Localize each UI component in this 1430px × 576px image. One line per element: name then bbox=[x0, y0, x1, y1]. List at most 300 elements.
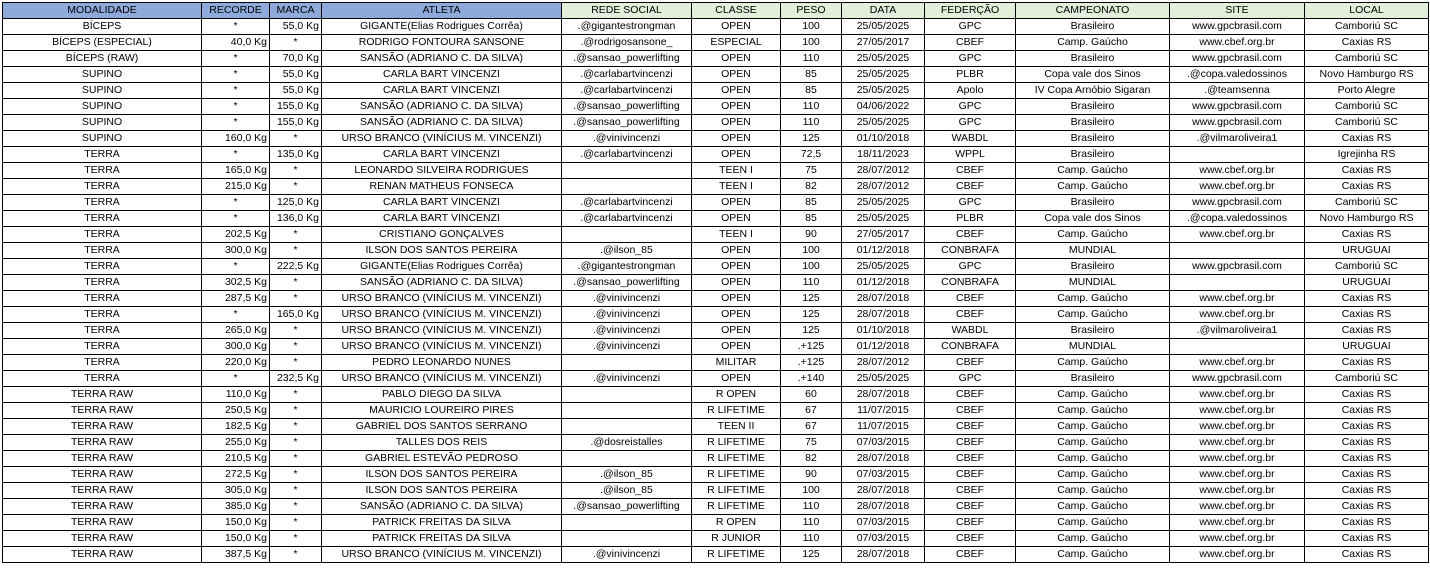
cell-classe[interactable]: OPEN bbox=[692, 19, 781, 35]
cell-recorde[interactable]: 255,0 Kg bbox=[202, 435, 270, 451]
cell-local[interactable]: Camboriú SC bbox=[1305, 99, 1429, 115]
cell-modalidade[interactable]: TERRA bbox=[3, 259, 202, 275]
cell-modalidade[interactable]: SUPINO bbox=[3, 99, 202, 115]
cell-campeonato[interactable]: Camp. Gaúcho bbox=[1016, 403, 1170, 419]
col-header-federacao[interactable]: FEDERÇÃO bbox=[925, 3, 1016, 19]
cell-site[interactable]: www.cbef.org.br bbox=[1170, 307, 1305, 323]
cell-federacao[interactable]: CBEF bbox=[925, 467, 1016, 483]
cell-recorde[interactable]: * bbox=[202, 259, 270, 275]
cell-peso[interactable]: 110 bbox=[781, 275, 842, 291]
cell-site[interactable] bbox=[1170, 243, 1305, 259]
cell-federacao[interactable]: PLBR bbox=[925, 67, 1016, 83]
cell-federacao[interactable]: CONBRAFA bbox=[925, 339, 1016, 355]
cell-federacao[interactable]: GPC bbox=[925, 371, 1016, 387]
cell-modalidade[interactable]: TERRA bbox=[3, 147, 202, 163]
cell-atleta[interactable]: PATRICK FREITAS DA SILVA bbox=[322, 515, 562, 531]
cell-marca[interactable]: 155,0 Kg bbox=[270, 99, 322, 115]
cell-rede-social[interactable] bbox=[562, 419, 692, 435]
cell-federacao[interactable]: GPC bbox=[925, 115, 1016, 131]
cell-federacao[interactable]: GPC bbox=[925, 195, 1016, 211]
cell-local[interactable]: Caxias RS bbox=[1305, 403, 1429, 419]
cell-local[interactable]: Caxias RS bbox=[1305, 35, 1429, 51]
cell-modalidade[interactable]: TERRA bbox=[3, 371, 202, 387]
cell-atleta[interactable]: ILSON DOS SANTOS PEREIRA bbox=[322, 243, 562, 259]
col-header-marca[interactable]: MARCA bbox=[270, 3, 322, 19]
cell-federacao[interactable]: CBEF bbox=[925, 531, 1016, 547]
cell-recorde[interactable]: 300,0 Kg bbox=[202, 243, 270, 259]
cell-marca[interactable]: * bbox=[270, 467, 322, 483]
cell-peso[interactable]: 67 bbox=[781, 403, 842, 419]
cell-classe[interactable]: R LIFETIME bbox=[692, 435, 781, 451]
cell-peso[interactable]: 85 bbox=[781, 67, 842, 83]
cell-peso[interactable]: 110 bbox=[781, 531, 842, 547]
cell-modalidade[interactable]: TERRA bbox=[3, 307, 202, 323]
cell-data[interactable]: 25/05/2025 bbox=[842, 67, 925, 83]
cell-classe[interactable]: OPEN bbox=[692, 339, 781, 355]
cell-atleta[interactable]: ILSON DOS SANTOS PEREIRA bbox=[322, 467, 562, 483]
cell-site[interactable]: .@vilmaroliveira1 bbox=[1170, 323, 1305, 339]
cell-peso[interactable]: .+140 bbox=[781, 371, 842, 387]
cell-atleta[interactable]: PABLO DIEGO DA SILVA bbox=[322, 387, 562, 403]
cell-modalidade[interactable]: TERRA bbox=[3, 243, 202, 259]
cell-campeonato[interactable]: Camp. Gaúcho bbox=[1016, 227, 1170, 243]
cell-modalidade[interactable]: TERRA RAW bbox=[3, 467, 202, 483]
cell-local[interactable]: Caxias RS bbox=[1305, 483, 1429, 499]
cell-classe[interactable]: OPEN bbox=[692, 275, 781, 291]
cell-campeonato[interactable]: Camp. Gaúcho bbox=[1016, 435, 1170, 451]
cell-local[interactable]: Caxias RS bbox=[1305, 467, 1429, 483]
cell-peso[interactable]: 125 bbox=[781, 131, 842, 147]
cell-data[interactable]: 01/10/2018 bbox=[842, 323, 925, 339]
cell-atleta[interactable]: URSO BRANCO (VINÍCIUS M. VINCENZI) bbox=[322, 291, 562, 307]
cell-campeonato[interactable]: Camp. Gaúcho bbox=[1016, 547, 1170, 563]
cell-federacao[interactable]: CBEF bbox=[925, 227, 1016, 243]
cell-marca[interactable]: * bbox=[270, 243, 322, 259]
cell-local[interactable]: Porto Alegre bbox=[1305, 83, 1429, 99]
cell-rede-social[interactable]: .@vinivincenzi bbox=[562, 131, 692, 147]
cell-classe[interactable]: OPEN bbox=[692, 51, 781, 67]
cell-local[interactable]: Camboriú SC bbox=[1305, 19, 1429, 35]
col-header-campeonato[interactable]: CAMPEONATO bbox=[1016, 3, 1170, 19]
cell-atleta[interactable]: URSO BRANCO (VINÍCIUS M. VINCENZI) bbox=[322, 307, 562, 323]
cell-atleta[interactable]: GABRIEL ESTEVÃO PEDROSO bbox=[322, 451, 562, 467]
cell-site[interactable]: www.gpcbrasil.com bbox=[1170, 259, 1305, 275]
cell-data[interactable]: 04/06/2022 bbox=[842, 99, 925, 115]
cell-classe[interactable]: R OPEN bbox=[692, 515, 781, 531]
cell-marca[interactable]: * bbox=[270, 35, 322, 51]
col-header-site[interactable]: SITE bbox=[1170, 3, 1305, 19]
cell-site[interactable]: www.cbef.org.br bbox=[1170, 515, 1305, 531]
cell-data[interactable]: 11/07/2015 bbox=[842, 403, 925, 419]
cell-recorde[interactable]: 210,5 Kg bbox=[202, 451, 270, 467]
cell-classe[interactable]: TEEN I bbox=[692, 163, 781, 179]
cell-modalidade[interactable]: BÍCEPS bbox=[3, 19, 202, 35]
cell-site[interactable]: www.gpcbrasil.com bbox=[1170, 51, 1305, 67]
cell-campeonato[interactable]: Camp. Gaúcho bbox=[1016, 499, 1170, 515]
cell-local[interactable]: Caxias RS bbox=[1305, 227, 1429, 243]
cell-marca[interactable]: * bbox=[270, 451, 322, 467]
cell-marca[interactable]: * bbox=[270, 499, 322, 515]
cell-marca[interactable]: * bbox=[270, 339, 322, 355]
cell-recorde[interactable]: * bbox=[202, 83, 270, 99]
cell-site[interactable] bbox=[1170, 275, 1305, 291]
cell-campeonato[interactable]: Copa vale dos Sinos bbox=[1016, 67, 1170, 83]
cell-site[interactable]: .@teamsenna bbox=[1170, 83, 1305, 99]
cell-data[interactable]: 01/10/2018 bbox=[842, 131, 925, 147]
cell-data[interactable]: 07/03/2015 bbox=[842, 515, 925, 531]
cell-local[interactable]: Camboriú SC bbox=[1305, 371, 1429, 387]
cell-campeonato[interactable]: Camp. Gaúcho bbox=[1016, 419, 1170, 435]
cell-rede-social[interactable]: .@vinivincenzi bbox=[562, 339, 692, 355]
cell-campeonato[interactable]: Camp. Gaúcho bbox=[1016, 451, 1170, 467]
cell-marca[interactable]: * bbox=[270, 403, 322, 419]
cell-modalidade[interactable]: TERRA bbox=[3, 227, 202, 243]
cell-campeonato[interactable]: Camp. Gaúcho bbox=[1016, 307, 1170, 323]
cell-federacao[interactable]: CBEF bbox=[925, 35, 1016, 51]
cell-rede-social[interactable] bbox=[562, 515, 692, 531]
cell-data[interactable]: 25/05/2025 bbox=[842, 83, 925, 99]
cell-recorde[interactable]: * bbox=[202, 19, 270, 35]
cell-marca[interactable]: 55,0 Kg bbox=[270, 67, 322, 83]
cell-federacao[interactable]: CBEF bbox=[925, 387, 1016, 403]
cell-peso[interactable]: 67 bbox=[781, 419, 842, 435]
cell-recorde[interactable]: * bbox=[202, 195, 270, 211]
cell-atleta[interactable]: LEONARDO SILVEIRA RODRIGUES bbox=[322, 163, 562, 179]
cell-local[interactable]: Novo Hamburgo RS bbox=[1305, 211, 1429, 227]
cell-classe[interactable]: OPEN bbox=[692, 211, 781, 227]
cell-atleta[interactable]: CRISTIANO GONÇALVES bbox=[322, 227, 562, 243]
cell-rede-social[interactable] bbox=[562, 531, 692, 547]
cell-recorde[interactable]: 305,0 Kg bbox=[202, 483, 270, 499]
cell-atleta[interactable]: GIGANTE(Elias Rodrigues Corrêa) bbox=[322, 259, 562, 275]
cell-data[interactable]: 27/05/2017 bbox=[842, 35, 925, 51]
cell-atleta[interactable]: TALLES DOS REIS bbox=[322, 435, 562, 451]
cell-marca[interactable]: * bbox=[270, 179, 322, 195]
cell-site[interactable] bbox=[1170, 147, 1305, 163]
cell-data[interactable]: 25/05/2025 bbox=[842, 371, 925, 387]
cell-marca[interactable]: 55,0 Kg bbox=[270, 83, 322, 99]
cell-rede-social[interactable]: .@vinivincenzi bbox=[562, 291, 692, 307]
cell-modalidade[interactable]: TERRA bbox=[3, 195, 202, 211]
cell-local[interactable]: Caxias RS bbox=[1305, 499, 1429, 515]
cell-classe[interactable]: R LIFETIME bbox=[692, 499, 781, 515]
cell-federacao[interactable]: CBEF bbox=[925, 163, 1016, 179]
cell-classe[interactable]: TEEN I bbox=[692, 179, 781, 195]
cell-classe[interactable]: R LIFETIME bbox=[692, 467, 781, 483]
cell-marca[interactable]: * bbox=[270, 387, 322, 403]
cell-rede-social[interactable]: .@ilson_85 bbox=[562, 467, 692, 483]
cell-modalidade[interactable]: TERRA RAW bbox=[3, 499, 202, 515]
cell-classe[interactable]: OPEN bbox=[692, 131, 781, 147]
cell-peso[interactable]: 100 bbox=[781, 19, 842, 35]
cell-federacao[interactable]: CBEF bbox=[925, 515, 1016, 531]
cell-campeonato[interactable]: Brasileiro bbox=[1016, 51, 1170, 67]
cell-local[interactable]: Caxias RS bbox=[1305, 179, 1429, 195]
cell-local[interactable]: Caxias RS bbox=[1305, 419, 1429, 435]
cell-local[interactable]: URUGUAI bbox=[1305, 339, 1429, 355]
cell-data[interactable]: 28/07/2018 bbox=[842, 307, 925, 323]
cell-classe[interactable]: R LIFETIME bbox=[692, 403, 781, 419]
cell-marca[interactable]: * bbox=[270, 227, 322, 243]
cell-data[interactable]: 11/07/2015 bbox=[842, 419, 925, 435]
cell-atleta[interactable]: CARLA BART VINCENZI bbox=[322, 67, 562, 83]
cell-marca[interactable]: * bbox=[270, 131, 322, 147]
cell-classe[interactable]: R OPEN bbox=[692, 387, 781, 403]
cell-site[interactable]: www.cbef.org.br bbox=[1170, 387, 1305, 403]
cell-classe[interactable]: OPEN bbox=[692, 195, 781, 211]
cell-local[interactable]: Caxias RS bbox=[1305, 451, 1429, 467]
cell-modalidade[interactable]: TERRA RAW bbox=[3, 403, 202, 419]
cell-data[interactable]: 01/12/2018 bbox=[842, 339, 925, 355]
cell-peso[interactable]: 100 bbox=[781, 35, 842, 51]
cell-classe[interactable]: ESPECIAL bbox=[692, 35, 781, 51]
cell-campeonato[interactable]: MUNDIAL bbox=[1016, 275, 1170, 291]
cell-campeonato[interactable]: Brasileiro bbox=[1016, 323, 1170, 339]
cell-site[interactable]: www.cbef.org.br bbox=[1170, 467, 1305, 483]
cell-local[interactable]: Igrejinha RS bbox=[1305, 147, 1429, 163]
cell-local[interactable]: Camboriú SC bbox=[1305, 115, 1429, 131]
cell-marca[interactable]: * bbox=[270, 483, 322, 499]
cell-peso[interactable]: 75 bbox=[781, 435, 842, 451]
cell-data[interactable]: 25/05/2025 bbox=[842, 211, 925, 227]
cell-federacao[interactable]: CBEF bbox=[925, 451, 1016, 467]
cell-atleta[interactable]: ILSON DOS SANTOS PEREIRA bbox=[322, 483, 562, 499]
cell-classe[interactable]: OPEN bbox=[692, 115, 781, 131]
cell-rede-social[interactable]: .@sansao_powerlifting bbox=[562, 51, 692, 67]
col-header-local[interactable]: LOCAL bbox=[1305, 3, 1429, 19]
cell-campeonato[interactable]: IV Copa Arnóbio Sigaran bbox=[1016, 83, 1170, 99]
cell-peso[interactable]: 72,5 bbox=[781, 147, 842, 163]
cell-recorde[interactable]: 150,0 Kg bbox=[202, 515, 270, 531]
cell-site[interactable]: www.gpcbrasil.com bbox=[1170, 99, 1305, 115]
cell-rede-social[interactable]: .@ilson_85 bbox=[562, 483, 692, 499]
cell-atleta[interactable]: URSO BRANCO (VINÍCIUS M. VINCENZI) bbox=[322, 547, 562, 563]
cell-campeonato[interactable]: Camp. Gaúcho bbox=[1016, 291, 1170, 307]
cell-peso[interactable]: 90 bbox=[781, 467, 842, 483]
cell-data[interactable]: 28/07/2018 bbox=[842, 291, 925, 307]
cell-atleta[interactable]: URSO BRANCO (VINÍCIUS M. VINCENZI) bbox=[322, 339, 562, 355]
cell-federacao[interactable]: CBEF bbox=[925, 435, 1016, 451]
cell-data[interactable]: 07/03/2015 bbox=[842, 531, 925, 547]
cell-marca[interactable]: * bbox=[270, 435, 322, 451]
cell-rede-social[interactable]: .@dosreistalles bbox=[562, 435, 692, 451]
cell-marca[interactable]: 222,5 Kg bbox=[270, 259, 322, 275]
cell-atleta[interactable]: CARLA BART VINCENZI bbox=[322, 195, 562, 211]
cell-site[interactable]: www.cbef.org.br bbox=[1170, 179, 1305, 195]
cell-classe[interactable]: TEEN II bbox=[692, 419, 781, 435]
cell-data[interactable]: 01/12/2018 bbox=[842, 275, 925, 291]
cell-marca[interactable]: * bbox=[270, 531, 322, 547]
cell-campeonato[interactable]: Brasileiro bbox=[1016, 99, 1170, 115]
cell-marca[interactable]: * bbox=[270, 547, 322, 563]
cell-atleta[interactable]: SANSÃO (ADRIANO C. DA SILVA) bbox=[322, 99, 562, 115]
cell-marca[interactable]: * bbox=[270, 419, 322, 435]
cell-modalidade[interactable]: SUPINO bbox=[3, 67, 202, 83]
cell-peso[interactable]: 125 bbox=[781, 323, 842, 339]
cell-modalidade[interactable]: TERRA RAW bbox=[3, 419, 202, 435]
col-header-recorde[interactable]: RECORDE bbox=[202, 3, 270, 19]
cell-recorde[interactable]: 302,5 Kg bbox=[202, 275, 270, 291]
cell-rede-social[interactable] bbox=[562, 451, 692, 467]
cell-recorde[interactable]: 160,0 Kg bbox=[202, 131, 270, 147]
cell-classe[interactable]: R LIFETIME bbox=[692, 451, 781, 467]
cell-modalidade[interactable]: TERRA RAW bbox=[3, 435, 202, 451]
cell-atleta[interactable]: SANSÃO (ADRIANO C. DA SILVA) bbox=[322, 275, 562, 291]
cell-recorde[interactable]: 165,0 Kg bbox=[202, 163, 270, 179]
cell-classe[interactable]: OPEN bbox=[692, 259, 781, 275]
cell-modalidade[interactable]: TERRA bbox=[3, 323, 202, 339]
cell-recorde[interactable]: * bbox=[202, 67, 270, 83]
cell-marca[interactable]: 155,0 Kg bbox=[270, 115, 322, 131]
cell-local[interactable]: Caxias RS bbox=[1305, 307, 1429, 323]
cell-site[interactable]: www.gpcbrasil.com bbox=[1170, 115, 1305, 131]
cell-atleta[interactable]: RODRIGO FONTOURA SANSONE bbox=[322, 35, 562, 51]
cell-site[interactable]: www.cbef.org.br bbox=[1170, 291, 1305, 307]
cell-rede-social[interactable]: .@sansao_powerlifting bbox=[562, 275, 692, 291]
cell-campeonato[interactable]: Camp. Gaúcho bbox=[1016, 467, 1170, 483]
cell-site[interactable]: www.gpcbrasil.com bbox=[1170, 371, 1305, 387]
cell-data[interactable]: 25/05/2025 bbox=[842, 51, 925, 67]
cell-data[interactable]: 28/07/2018 bbox=[842, 483, 925, 499]
cell-atleta[interactable]: MAURICIO LOUREIRO PIRES bbox=[322, 403, 562, 419]
cell-federacao[interactable]: PLBR bbox=[925, 211, 1016, 227]
cell-modalidade[interactable]: TERRA RAW bbox=[3, 387, 202, 403]
cell-rede-social[interactable] bbox=[562, 179, 692, 195]
cell-campeonato[interactable]: MUNDIAL bbox=[1016, 339, 1170, 355]
cell-modalidade[interactable]: TERRA RAW bbox=[3, 547, 202, 563]
cell-campeonato[interactable]: Camp. Gaúcho bbox=[1016, 515, 1170, 531]
cell-federacao[interactable]: GPC bbox=[925, 51, 1016, 67]
cell-modalidade[interactable]: TERRA bbox=[3, 275, 202, 291]
cell-peso[interactable]: 85 bbox=[781, 83, 842, 99]
cell-federacao[interactable]: WPPL bbox=[925, 147, 1016, 163]
cell-marca[interactable]: 55,0 Kg bbox=[270, 19, 322, 35]
cell-classe[interactable]: R LIFETIME bbox=[692, 483, 781, 499]
cell-recorde[interactable]: 272,5 Kg bbox=[202, 467, 270, 483]
cell-recorde[interactable]: 385,0 Kg bbox=[202, 499, 270, 515]
cell-marca[interactable]: * bbox=[270, 323, 322, 339]
cell-classe[interactable]: OPEN bbox=[692, 99, 781, 115]
cell-local[interactable]: Caxias RS bbox=[1305, 131, 1429, 147]
cell-data[interactable]: 28/07/2018 bbox=[842, 451, 925, 467]
cell-recorde[interactable]: 287,5 Kg bbox=[202, 291, 270, 307]
cell-rede-social[interactable] bbox=[562, 227, 692, 243]
cell-rede-social[interactable] bbox=[562, 403, 692, 419]
cell-peso[interactable]: 125 bbox=[781, 291, 842, 307]
cell-classe[interactable]: OPEN bbox=[692, 371, 781, 387]
cell-data[interactable]: 25/05/2025 bbox=[842, 115, 925, 131]
cell-site[interactable]: www.cbef.org.br bbox=[1170, 35, 1305, 51]
cell-marca[interactable]: * bbox=[270, 291, 322, 307]
col-header-data[interactable]: DATA bbox=[842, 3, 925, 19]
cell-campeonato[interactable]: Camp. Gaúcho bbox=[1016, 35, 1170, 51]
cell-rede-social[interactable]: .@sansao_powerlifting bbox=[562, 499, 692, 515]
cell-modalidade[interactable]: TERRA bbox=[3, 179, 202, 195]
cell-modalidade[interactable]: TERRA bbox=[3, 339, 202, 355]
cell-federacao[interactable]: CONBRAFA bbox=[925, 275, 1016, 291]
cell-local[interactable]: URUGUAI bbox=[1305, 275, 1429, 291]
cell-atleta[interactable]: URSO BRANCO (VINÍCIUS M. VINCENZI) bbox=[322, 371, 562, 387]
cell-rede-social[interactable]: .@sansao_powerlifting bbox=[562, 99, 692, 115]
cell-modalidade[interactable]: TERRA RAW bbox=[3, 531, 202, 547]
cell-federacao[interactable]: GPC bbox=[925, 19, 1016, 35]
cell-federacao[interactable]: WABDL bbox=[925, 323, 1016, 339]
cell-data[interactable]: 18/11/2023 bbox=[842, 147, 925, 163]
cell-campeonato[interactable]: Brasileiro bbox=[1016, 115, 1170, 131]
cell-site[interactable]: www.cbef.org.br bbox=[1170, 483, 1305, 499]
cell-site[interactable]: www.cbef.org.br bbox=[1170, 451, 1305, 467]
cell-peso[interactable]: 85 bbox=[781, 195, 842, 211]
cell-local[interactable]: Novo Hamburgo RS bbox=[1305, 67, 1429, 83]
cell-local[interactable]: Caxias RS bbox=[1305, 355, 1429, 371]
cell-data[interactable]: 25/05/2025 bbox=[842, 195, 925, 211]
cell-peso[interactable]: 125 bbox=[781, 307, 842, 323]
cell-site[interactable]: .@copa.valedossinos bbox=[1170, 67, 1305, 83]
cell-rede-social[interactable]: .@vinivincenzi bbox=[562, 547, 692, 563]
cell-atleta[interactable]: SANSÃO (ADRIANO C. DA SILVA) bbox=[322, 51, 562, 67]
cell-recorde[interactable]: 40,0 Kg bbox=[202, 35, 270, 51]
cell-local[interactable]: Camboriú SC bbox=[1305, 259, 1429, 275]
col-header-atleta[interactable]: ATLETA bbox=[322, 3, 562, 19]
cell-site[interactable]: .@vilmaroliveira1 bbox=[1170, 131, 1305, 147]
cell-atleta[interactable]: URSO BRANCO (VINÍCIUS M. VINCENZI) bbox=[322, 323, 562, 339]
cell-modalidade[interactable]: TERRA bbox=[3, 355, 202, 371]
cell-data[interactable]: 07/03/2015 bbox=[842, 467, 925, 483]
cell-peso[interactable]: 110 bbox=[781, 51, 842, 67]
cell-federacao[interactable]: CBEF bbox=[925, 403, 1016, 419]
cell-local[interactable]: URUGUAI bbox=[1305, 243, 1429, 259]
cell-local[interactable]: Camboriú SC bbox=[1305, 51, 1429, 67]
cell-marca[interactable]: 125,0 Kg bbox=[270, 195, 322, 211]
cell-data[interactable]: 28/07/2012 bbox=[842, 179, 925, 195]
cell-data[interactable]: 28/07/2018 bbox=[842, 387, 925, 403]
cell-recorde[interactable]: * bbox=[202, 51, 270, 67]
cell-atleta[interactable]: SANSÃO (ADRIANO C. DA SILVA) bbox=[322, 115, 562, 131]
cell-site[interactable]: www.cbef.org.br bbox=[1170, 499, 1305, 515]
cell-site[interactable]: www.gpcbrasil.com bbox=[1170, 195, 1305, 211]
cell-campeonato[interactable]: MUNDIAL bbox=[1016, 243, 1170, 259]
cell-marca[interactable]: * bbox=[270, 163, 322, 179]
cell-peso[interactable]: 60 bbox=[781, 387, 842, 403]
col-header-classe[interactable]: CLASSE bbox=[692, 3, 781, 19]
cell-modalidade[interactable]: SUPINO bbox=[3, 83, 202, 99]
cell-data[interactable]: 28/07/2012 bbox=[842, 163, 925, 179]
cell-marca[interactable]: * bbox=[270, 355, 322, 371]
cell-peso[interactable]: 82 bbox=[781, 179, 842, 195]
cell-modalidade[interactable]: BÍCEPS (ESPECIAL) bbox=[3, 35, 202, 51]
cell-recorde[interactable]: * bbox=[202, 371, 270, 387]
cell-federacao[interactable]: WABDL bbox=[925, 131, 1016, 147]
cell-recorde[interactable]: 202,5 Kg bbox=[202, 227, 270, 243]
cell-local[interactable]: Caxias RS bbox=[1305, 163, 1429, 179]
cell-rede-social[interactable]: .@carlabartvincenzi bbox=[562, 195, 692, 211]
cell-site[interactable]: www.cbef.org.br bbox=[1170, 531, 1305, 547]
cell-marca[interactable]: 232,5 Kg bbox=[270, 371, 322, 387]
cell-site[interactable]: www.gpcbrasil.com bbox=[1170, 19, 1305, 35]
cell-federacao[interactable]: GPC bbox=[925, 259, 1016, 275]
cell-peso[interactable]: 110 bbox=[781, 115, 842, 131]
cell-modalidade[interactable]: BÍCEPS (RAW) bbox=[3, 51, 202, 67]
cell-recorde[interactable]: * bbox=[202, 307, 270, 323]
cell-federacao[interactable]: GPC bbox=[925, 99, 1016, 115]
cell-peso[interactable]: 110 bbox=[781, 499, 842, 515]
cell-federacao[interactable]: CBEF bbox=[925, 291, 1016, 307]
cell-classe[interactable]: OPEN bbox=[692, 307, 781, 323]
cell-rede-social[interactable]: .@rodrigosansone_ bbox=[562, 35, 692, 51]
cell-federacao[interactable]: Apolo bbox=[925, 83, 1016, 99]
cell-campeonato[interactable]: Camp. Gaúcho bbox=[1016, 355, 1170, 371]
cell-campeonato[interactable]: Brasileiro bbox=[1016, 195, 1170, 211]
